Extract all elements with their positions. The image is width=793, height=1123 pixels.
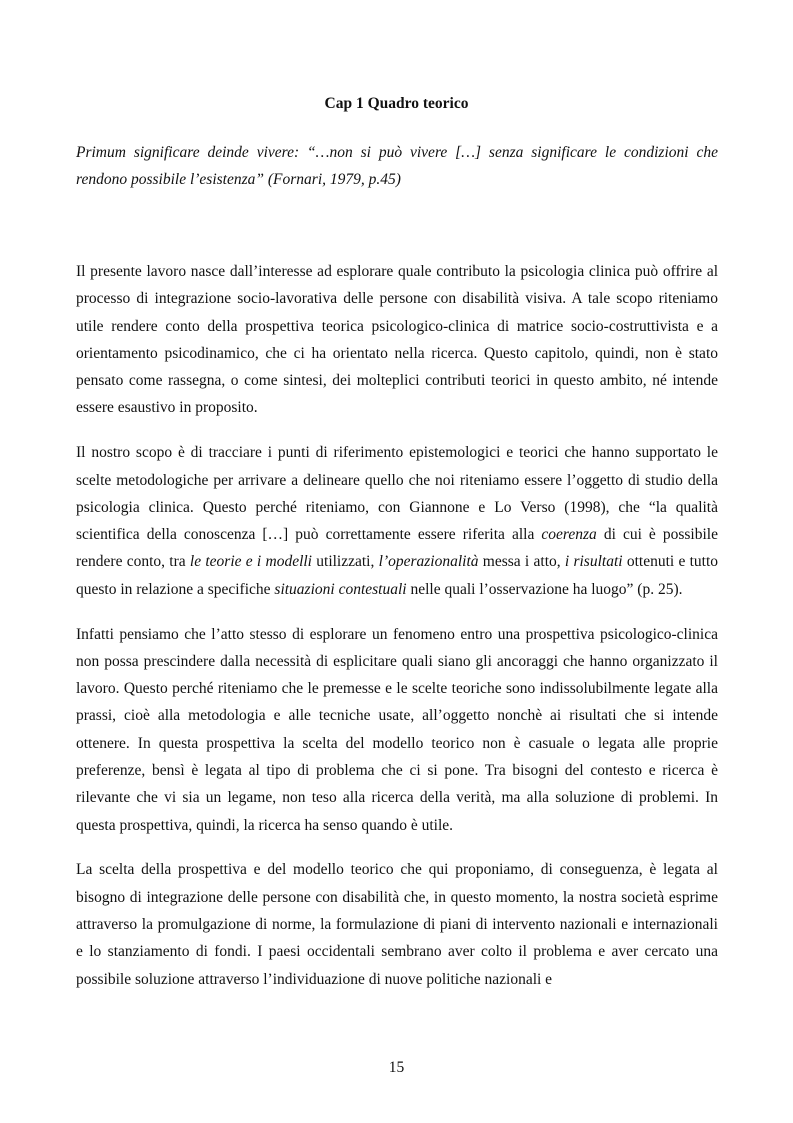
- emphasis-teorie-modelli: le teorie e i modelli: [189, 553, 312, 571]
- paragraph-3: Infatti pensiamo che l’atto stesso di esplorare un fenomeno entro una prospettiva psicologico-clinica non possa prescindere dalla necessità di esplicitare quali siano gli ancoraggi che hanno organizzato il lavoro. Questo perché riteniamo che le premesse e le scelte teoriche sono indissolubilmente legate alla prassi, cioè alla metodologia e alle tecniche usate, all’oggetto nonchè ai risultati che si intende ottenere. In questa prospettiva la scelta del modello teorico non è casuale o legata alle proprie preferenze, bensì è legata al tipo di problema che ci si pone. Tra bisogni del contesto e ricerca è rilevante che vi sia un legame, non teso alla ricerca della verità, ma alla soluzione di problemi. In questa prospettiva, quindi, la ricerca ha senso quando è utile.: [76, 625, 718, 834]
- chapter-title: Cap 1 Quadro teorico: [324, 95, 469, 112]
- paragraph-2-text: utilizzati,: [312, 553, 379, 571]
- emphasis-risultati: i risultati: [564, 553, 623, 571]
- paragraph-2-text: messa i atto,: [478, 553, 565, 571]
- paragraph-2-text: nelle quali l’osservazione ha luogo” (p. 25).: [406, 580, 683, 598]
- paragraph-2-text: di cui è possibile rendere conto, tra: [76, 526, 718, 571]
- emphasis-situazioni-contestuali: situazioni contestuali: [274, 580, 407, 598]
- epigraph-quote: Primum significare deinde vivere: “…non si può vivere […] senza significare le condizioni che rendono possibile l’esistenza” (Fornari, 1979, p.45): [76, 144, 718, 189]
- paragraph-2-text: ottenuti e tutto questo in relazione a specifiche: [76, 553, 719, 598]
- emphasis-operazionalita: l’operazionalità: [378, 553, 479, 571]
- paragraph-4: La scelta della prospettiva e del modello teorico che qui proponiamo, di conseguenza, è legata al bisogno di integrazione delle persone con disabilità che, in questo momento, la nostra società esprime attraverso la promulgazione di norme, la formulazione di piani di intervento nazionali e internazionali e lo stanziamento di fondi. I paesi occidentali sembrano aver colto il problema e aver cercato una possibile soluzione attraverso l’individuazione di nuove politiche nazionali e: [76, 861, 718, 988]
- page-number: 15: [388, 1059, 405, 1076]
- paragraph-1: Il presente lavoro nasce dall’interesse ad esplorare quale contributo la psicologia clinica può offrire al processo di integrazione socio-lavorativa delle persone con disabilità visiva. A tale scopo riteniamo utile rendere conto della prospettiva teorica psicologico-clinica di matrice socio-costruttivista e a orientamento psicodinamico, che ci ha orientato nella ricerca. Questo capitolo, quindi, non è stato pensato come rassegna, o come sintesi, dei molteplici contributi teorici in questo ambito, né intende essere esaustivo in proposito.: [76, 263, 718, 417]
- paragraph-2: [76, 439, 718, 603]
- body-text: [76, 258, 718, 1010]
- emphasis-coerenza: coerenza: [541, 526, 597, 544]
- paragraph-2-text: Il nostro scopo è di tracciare i punti di riferimento epistemologici e teorici che hanno supportato le scelte metodologiche per arrivare a delineare quello che noi riteniamo essere l’oggetto di studio della psicologia clinica. Questo perché riteniamo, con Giannone e Lo Verso (1998), che “la qualità scientifica della conoscenza […] può correttamente essere riferita alla: [76, 444, 718, 544]
